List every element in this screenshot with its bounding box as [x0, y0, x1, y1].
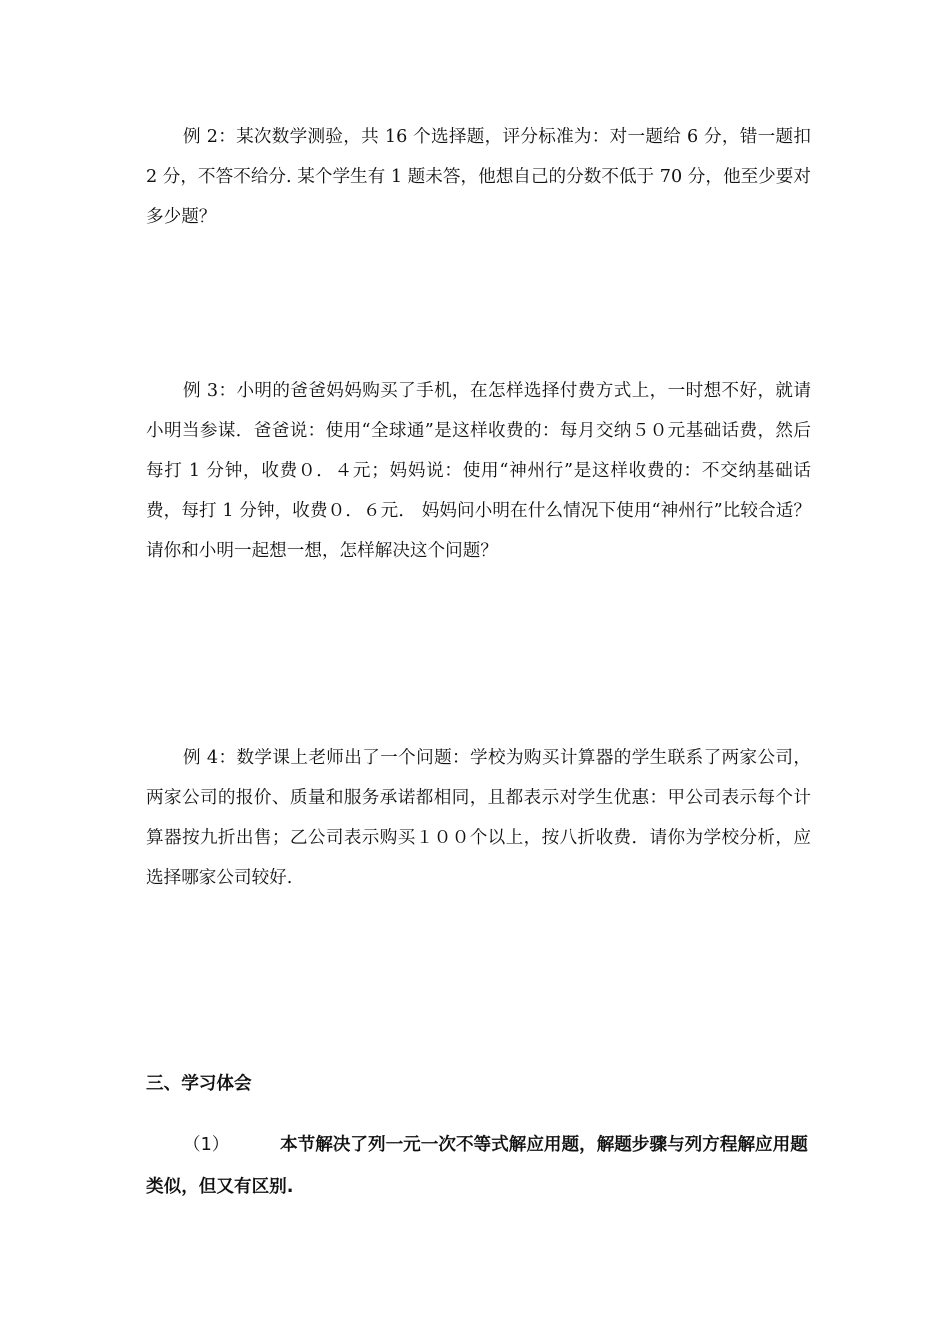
example-4-paragraph: 例 4：数学课上老师出了一个问题：学校为购买计算器的学生联系了两家公司，两家公司的报价、质量和服务承诺都相同，且都表示对学生优惠：甲公司表示每个计算器按九折出售；乙公司表示购买１００个以上，按八折收费．请你为学校分析，应选择哪家公司较好. — [146, 748, 811, 888]
reflection-item — [146, 1124, 811, 1208]
section-heading: 三、学习体会 — [146, 1074, 252, 1094]
example-2-paragraph: 例 2：某次数学测验，共 16 个选择题，评分标准为：对一题给 6 分，错一题扣 2 分，不答不给分. 某个学生有 1 题未答，他想自己的分数不低于 70 分，他至少要对多少题？ — [146, 127, 811, 227]
example-3-paragraph: 例 3：小明的爸爸妈妈购买了手机，在怎样选择付费方式上，一时想不好，就请小明当参谋．爸爸说：使用“全球通”是这样收费的：每月交纳５０元基础话费，然后每打 1 分钟，收费０．４元；妈妈说：使用“神州行”是这样收费的：不交纳基础话费，每打 1 分钟，收费０．６元． 妈妈问小明在什么情况下使用“神州行”比较合适？请你和小明一起想一想，怎样解决这个问题？ — [146, 381, 811, 561]
reflection-item-text: 本节解决了列一元一次不等式解应用题，解题步骤与列方程解应用题类似，但又有区别. — [146, 1135, 808, 1197]
reflection-item-number: （1） — [183, 1135, 230, 1155]
